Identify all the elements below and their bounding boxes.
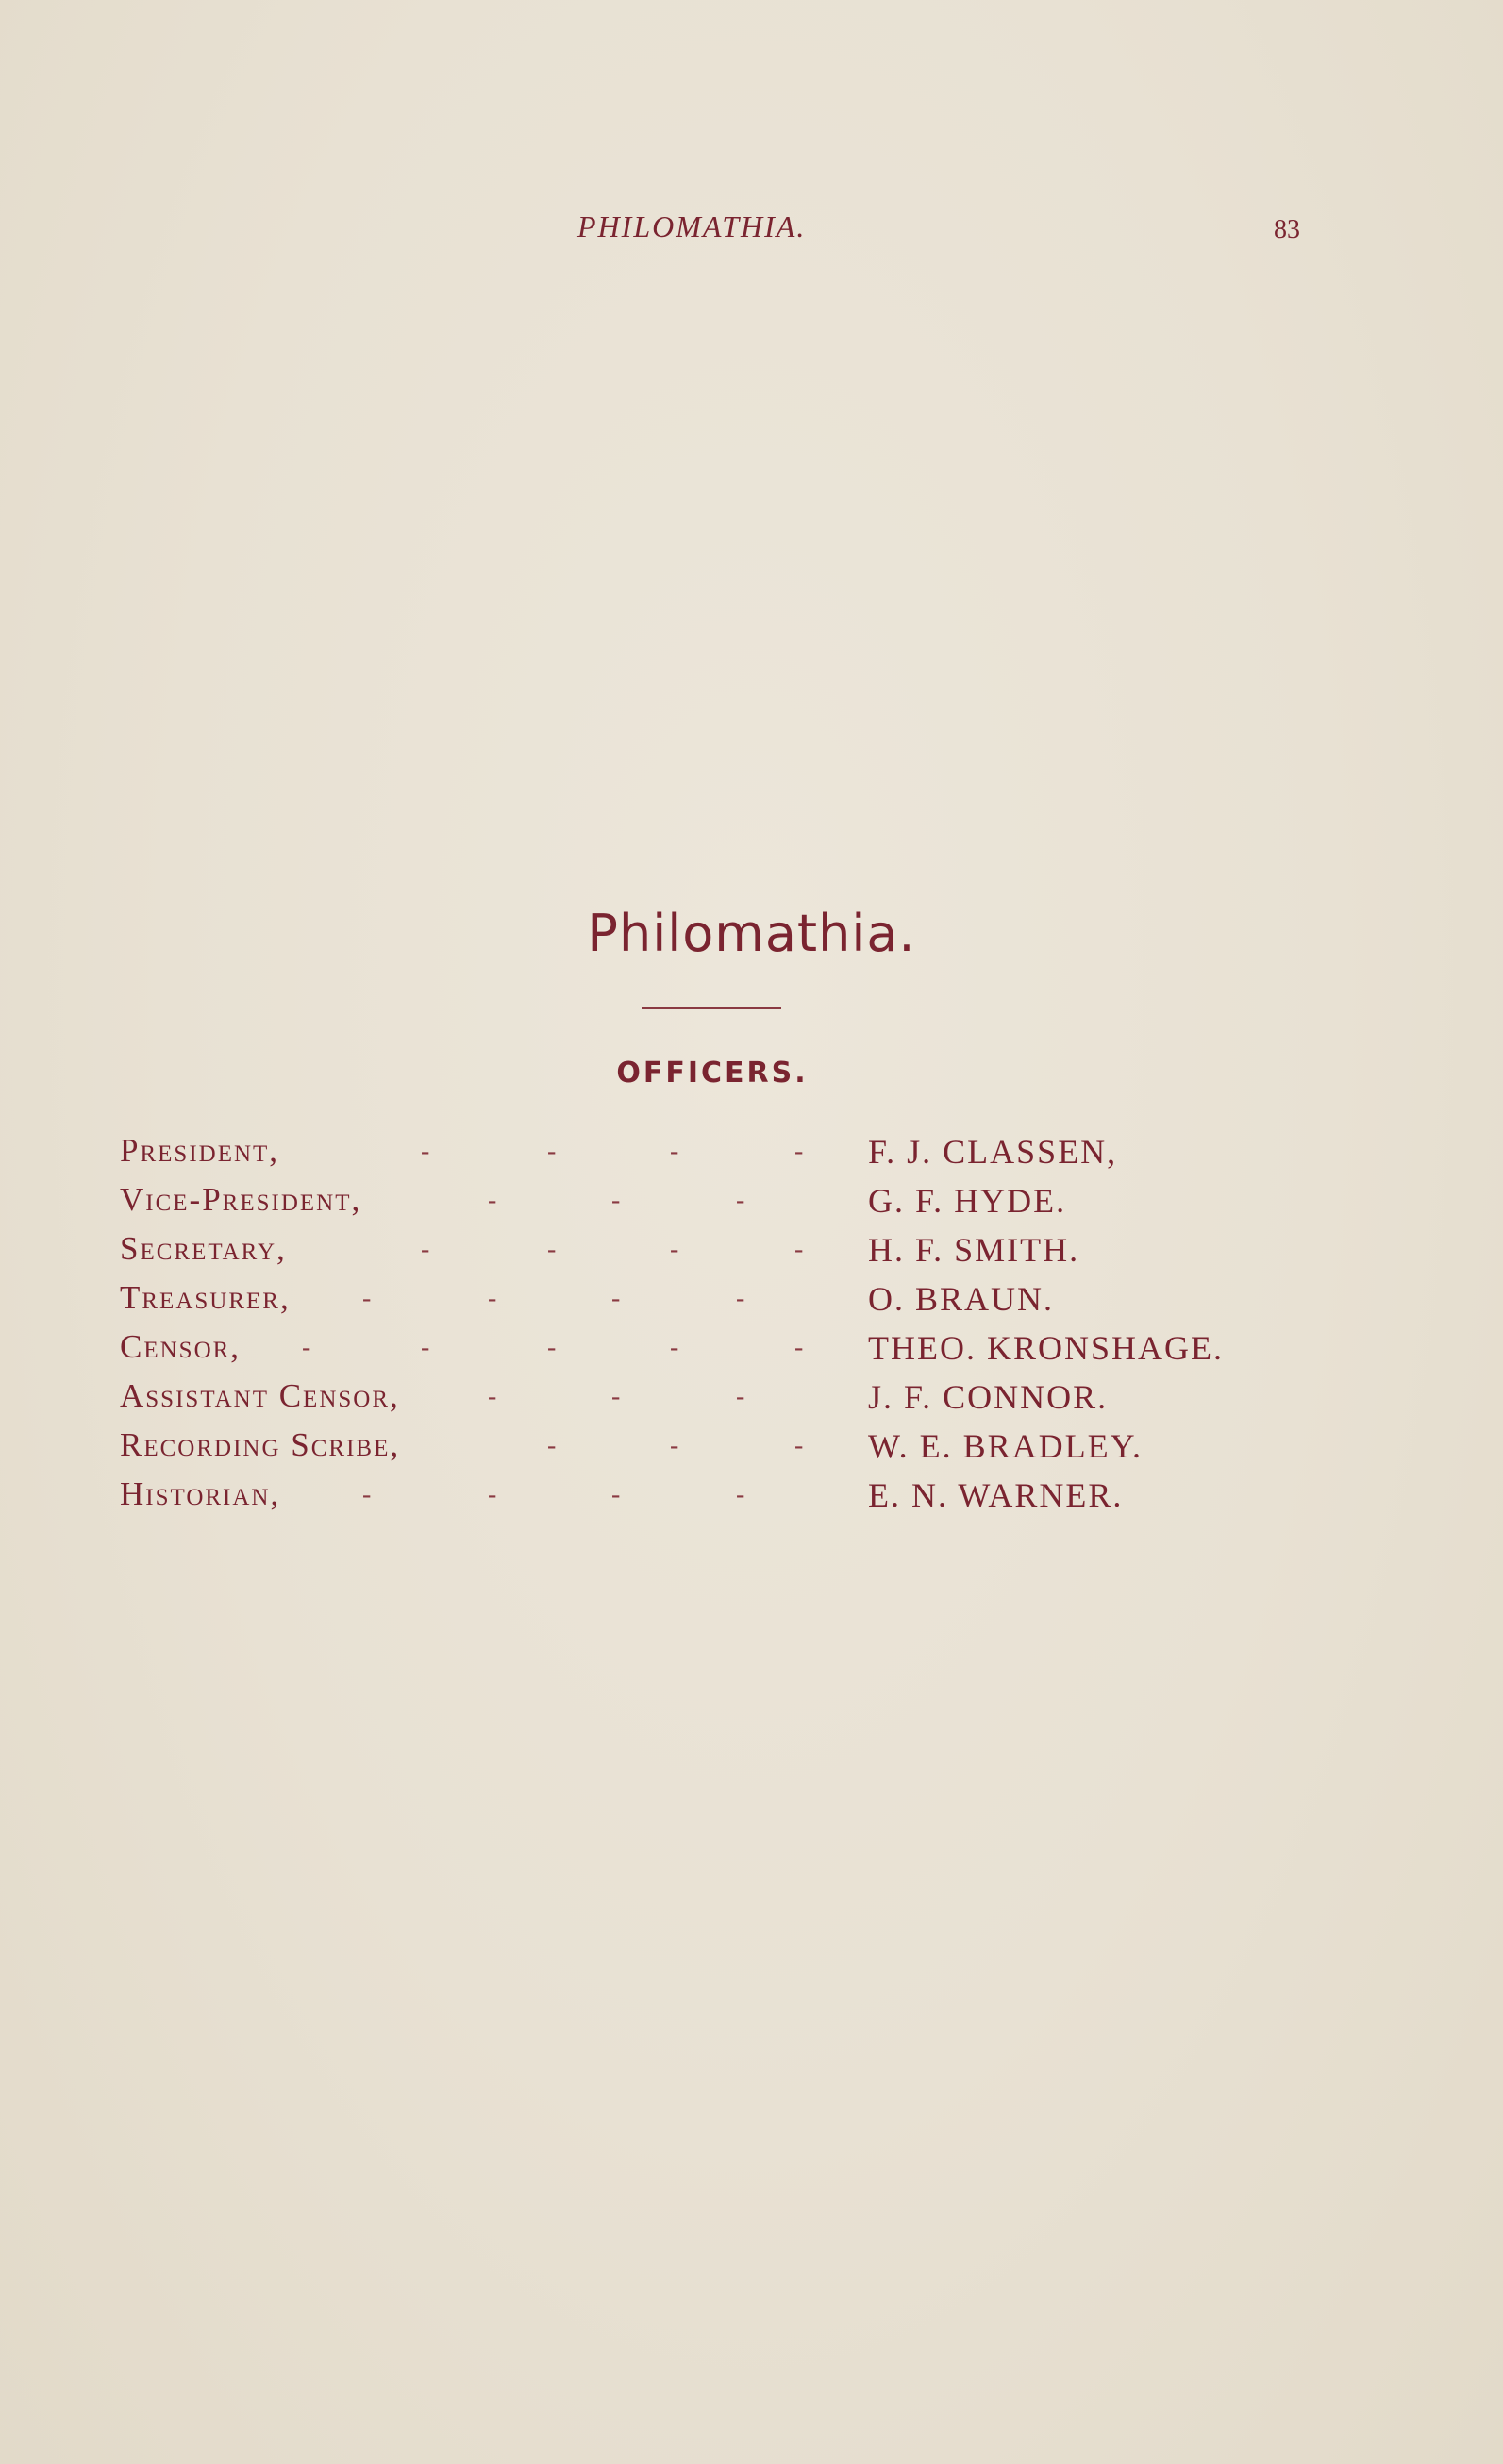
office-label: President,	[120, 1132, 280, 1169]
leader-dash: -	[421, 1333, 430, 1362]
officer-row-secretary	[0, 1230, 1503, 1279]
leader-dash: -	[547, 1137, 557, 1166]
leader-dash: -	[611, 1284, 621, 1313]
office-label: Censor,	[120, 1328, 242, 1365]
title-rule	[642, 1007, 781, 1009]
officer-row-treasurer	[0, 1279, 1503, 1328]
leader-dash: -	[670, 1333, 679, 1362]
leader-dash: -	[488, 1382, 497, 1411]
office-label: Treasurer,	[120, 1279, 291, 1316]
leader-dash: -	[794, 1333, 804, 1362]
leader-dash: -	[611, 1186, 621, 1215]
leader-dash: -	[488, 1284, 497, 1313]
leader-dash: -	[488, 1480, 497, 1509]
leader-dash: -	[547, 1431, 557, 1460]
leader-dash: -	[670, 1431, 679, 1460]
officers-list	[0, 1132, 1503, 1524]
society-title: Philomathia.	[587, 904, 916, 963]
officer-name: THEO. KRONSHAGE.	[868, 1329, 1224, 1367]
officer-row-historian	[0, 1475, 1503, 1524]
officer-name: W. E. BRADLEY.	[868, 1427, 1144, 1465]
running-header	[0, 209, 1503, 257]
leader-dash: -	[302, 1333, 311, 1362]
officer-row-vice-president	[0, 1181, 1503, 1230]
leader-dash: -	[794, 1137, 804, 1166]
leader-dash: -	[611, 1480, 621, 1509]
leader-dash: -	[547, 1235, 557, 1264]
officer-row-president	[0, 1132, 1503, 1181]
leader-dash: -	[794, 1431, 804, 1460]
office-label: Assistant Censor,	[120, 1377, 400, 1414]
leader-dash: -	[362, 1480, 372, 1509]
leader-dash: -	[794, 1235, 804, 1264]
running-title: PHILOMATHIA.	[577, 209, 807, 243]
leader-dash: -	[736, 1480, 745, 1509]
leader-dash: -	[736, 1382, 745, 1411]
leader-dash: -	[736, 1186, 745, 1215]
leader-dash: -	[670, 1235, 679, 1264]
officer-row-recording-scribe	[0, 1426, 1503, 1475]
leader-dash: -	[736, 1284, 745, 1313]
leader-dash: -	[362, 1284, 372, 1313]
leader-dash: -	[670, 1137, 679, 1166]
officer-name: G. F. HYDE.	[868, 1182, 1067, 1220]
officer-row-assistant-censor	[0, 1377, 1503, 1426]
leader-dash: -	[488, 1186, 497, 1215]
leader-dash: -	[421, 1137, 430, 1166]
office-label: Recording Scribe,	[120, 1426, 401, 1463]
office-label: Historian,	[120, 1475, 281, 1512]
office-label: Vice-President,	[120, 1181, 362, 1218]
officer-name: F. J. CLASSEN,	[868, 1133, 1118, 1171]
officer-name: O. BRAUN.	[868, 1280, 1055, 1318]
leader-dash: -	[547, 1333, 557, 1362]
leader-dash: -	[421, 1235, 430, 1264]
officer-row-censor	[0, 1328, 1503, 1377]
officer-name: J. F. CONNOR.	[868, 1378, 1109, 1416]
page-number: 83	[1274, 215, 1300, 244]
officer-name: E. N. WARNER.	[868, 1476, 1124, 1514]
officers-heading: OFFICERS.	[616, 1057, 809, 1090]
office-label: Secretary,	[120, 1230, 287, 1267]
leader-dash: -	[611, 1382, 621, 1411]
officer-name: H. F. SMITH.	[868, 1231, 1080, 1269]
